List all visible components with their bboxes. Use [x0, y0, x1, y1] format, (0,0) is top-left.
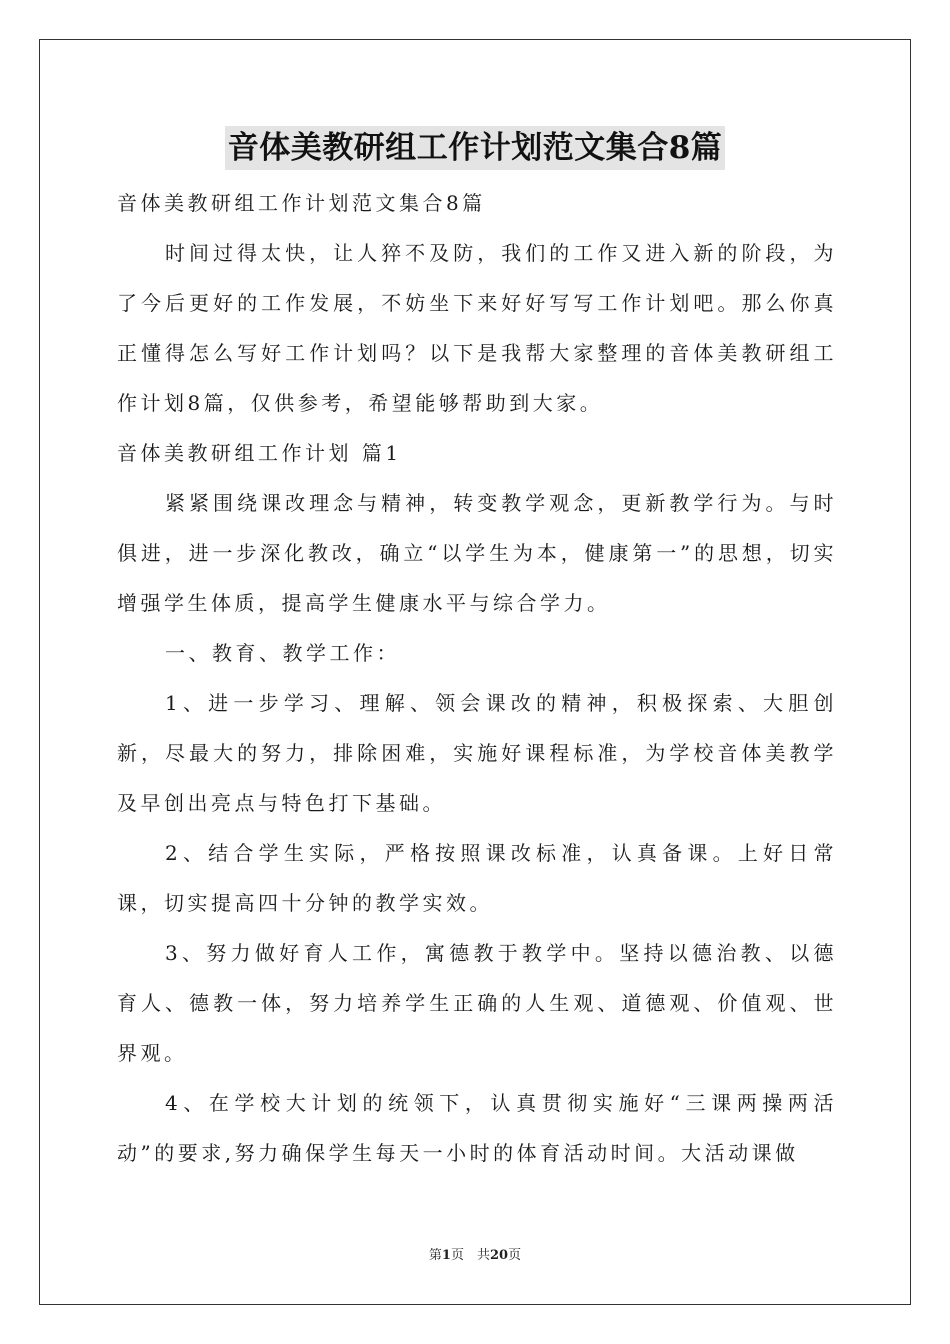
list-item-2: 2、结合学生实际，严格按照课改标准，认真备课。上好日常课，切实提高四十分钟的教学实效。 — [117, 841, 837, 915]
document-body — [117, 178, 837, 1178]
subsection-heading: 一、教育、教学工作： — [165, 641, 400, 665]
footer-mid: 页 共 — [450, 1248, 490, 1263]
intro-paragraph: 时间过得太快，让人猝不及防，我们的工作又进入新的阶段，为了今后更好的工作发展，不妨坐下来好好写写工作计划吧。那么你真正懂得怎么写好工作计划吗？以下是我帮大家整理的音体美教研组工作计划8篇，仅供参考，希望能够帮助到大家。 — [117, 241, 837, 415]
footer-prefix: 第 — [428, 1248, 442, 1263]
list-item-1: 1、进一步学习、理解、领会课改的精神，积极探索、大胆创新，尽最大的努力，排除困难，实施好课程标准，为学校音体美教学及早创出亮点与特色打下基础。 — [117, 691, 837, 815]
title-wrap — [0, 126, 950, 170]
page-footer — [0, 1244, 950, 1263]
section-heading: 音体美教研组工作计划 篇1 — [117, 441, 402, 465]
document-title: 音体美教研组工作计划范文集合8篇 — [225, 126, 726, 170]
list-item-4: 4、在学校大计划的统领下，认真贯彻实施好“三课两操两活动”的要求,努力确保学生每天一小时的体育活动时间。大活动课做 — [117, 1091, 837, 1165]
footer-suffix: 页 — [508, 1248, 522, 1263]
total-page-count: 20 — [489, 1248, 509, 1263]
current-page-number: 1 — [441, 1248, 451, 1263]
list-item-3: 3、努力做好育人工作，寓德教于教学中。坚持以德治教、以德育人、德教一体，努力培养学生正确的人生观、道德观、价值观、世界观。 — [117, 941, 837, 1065]
body-paragraph: 紧紧围绕课改理念与精神，转变教学观念，更新教学行为。与时俱进，进一步深化教改，确立“以学生为本，健康第一”的思想，切实增强学生体质，提高学生健康水平与综合学力。 — [117, 491, 837, 615]
subtitle-line: 音体美教研组工作计划范文集合8篇 — [117, 191, 486, 215]
